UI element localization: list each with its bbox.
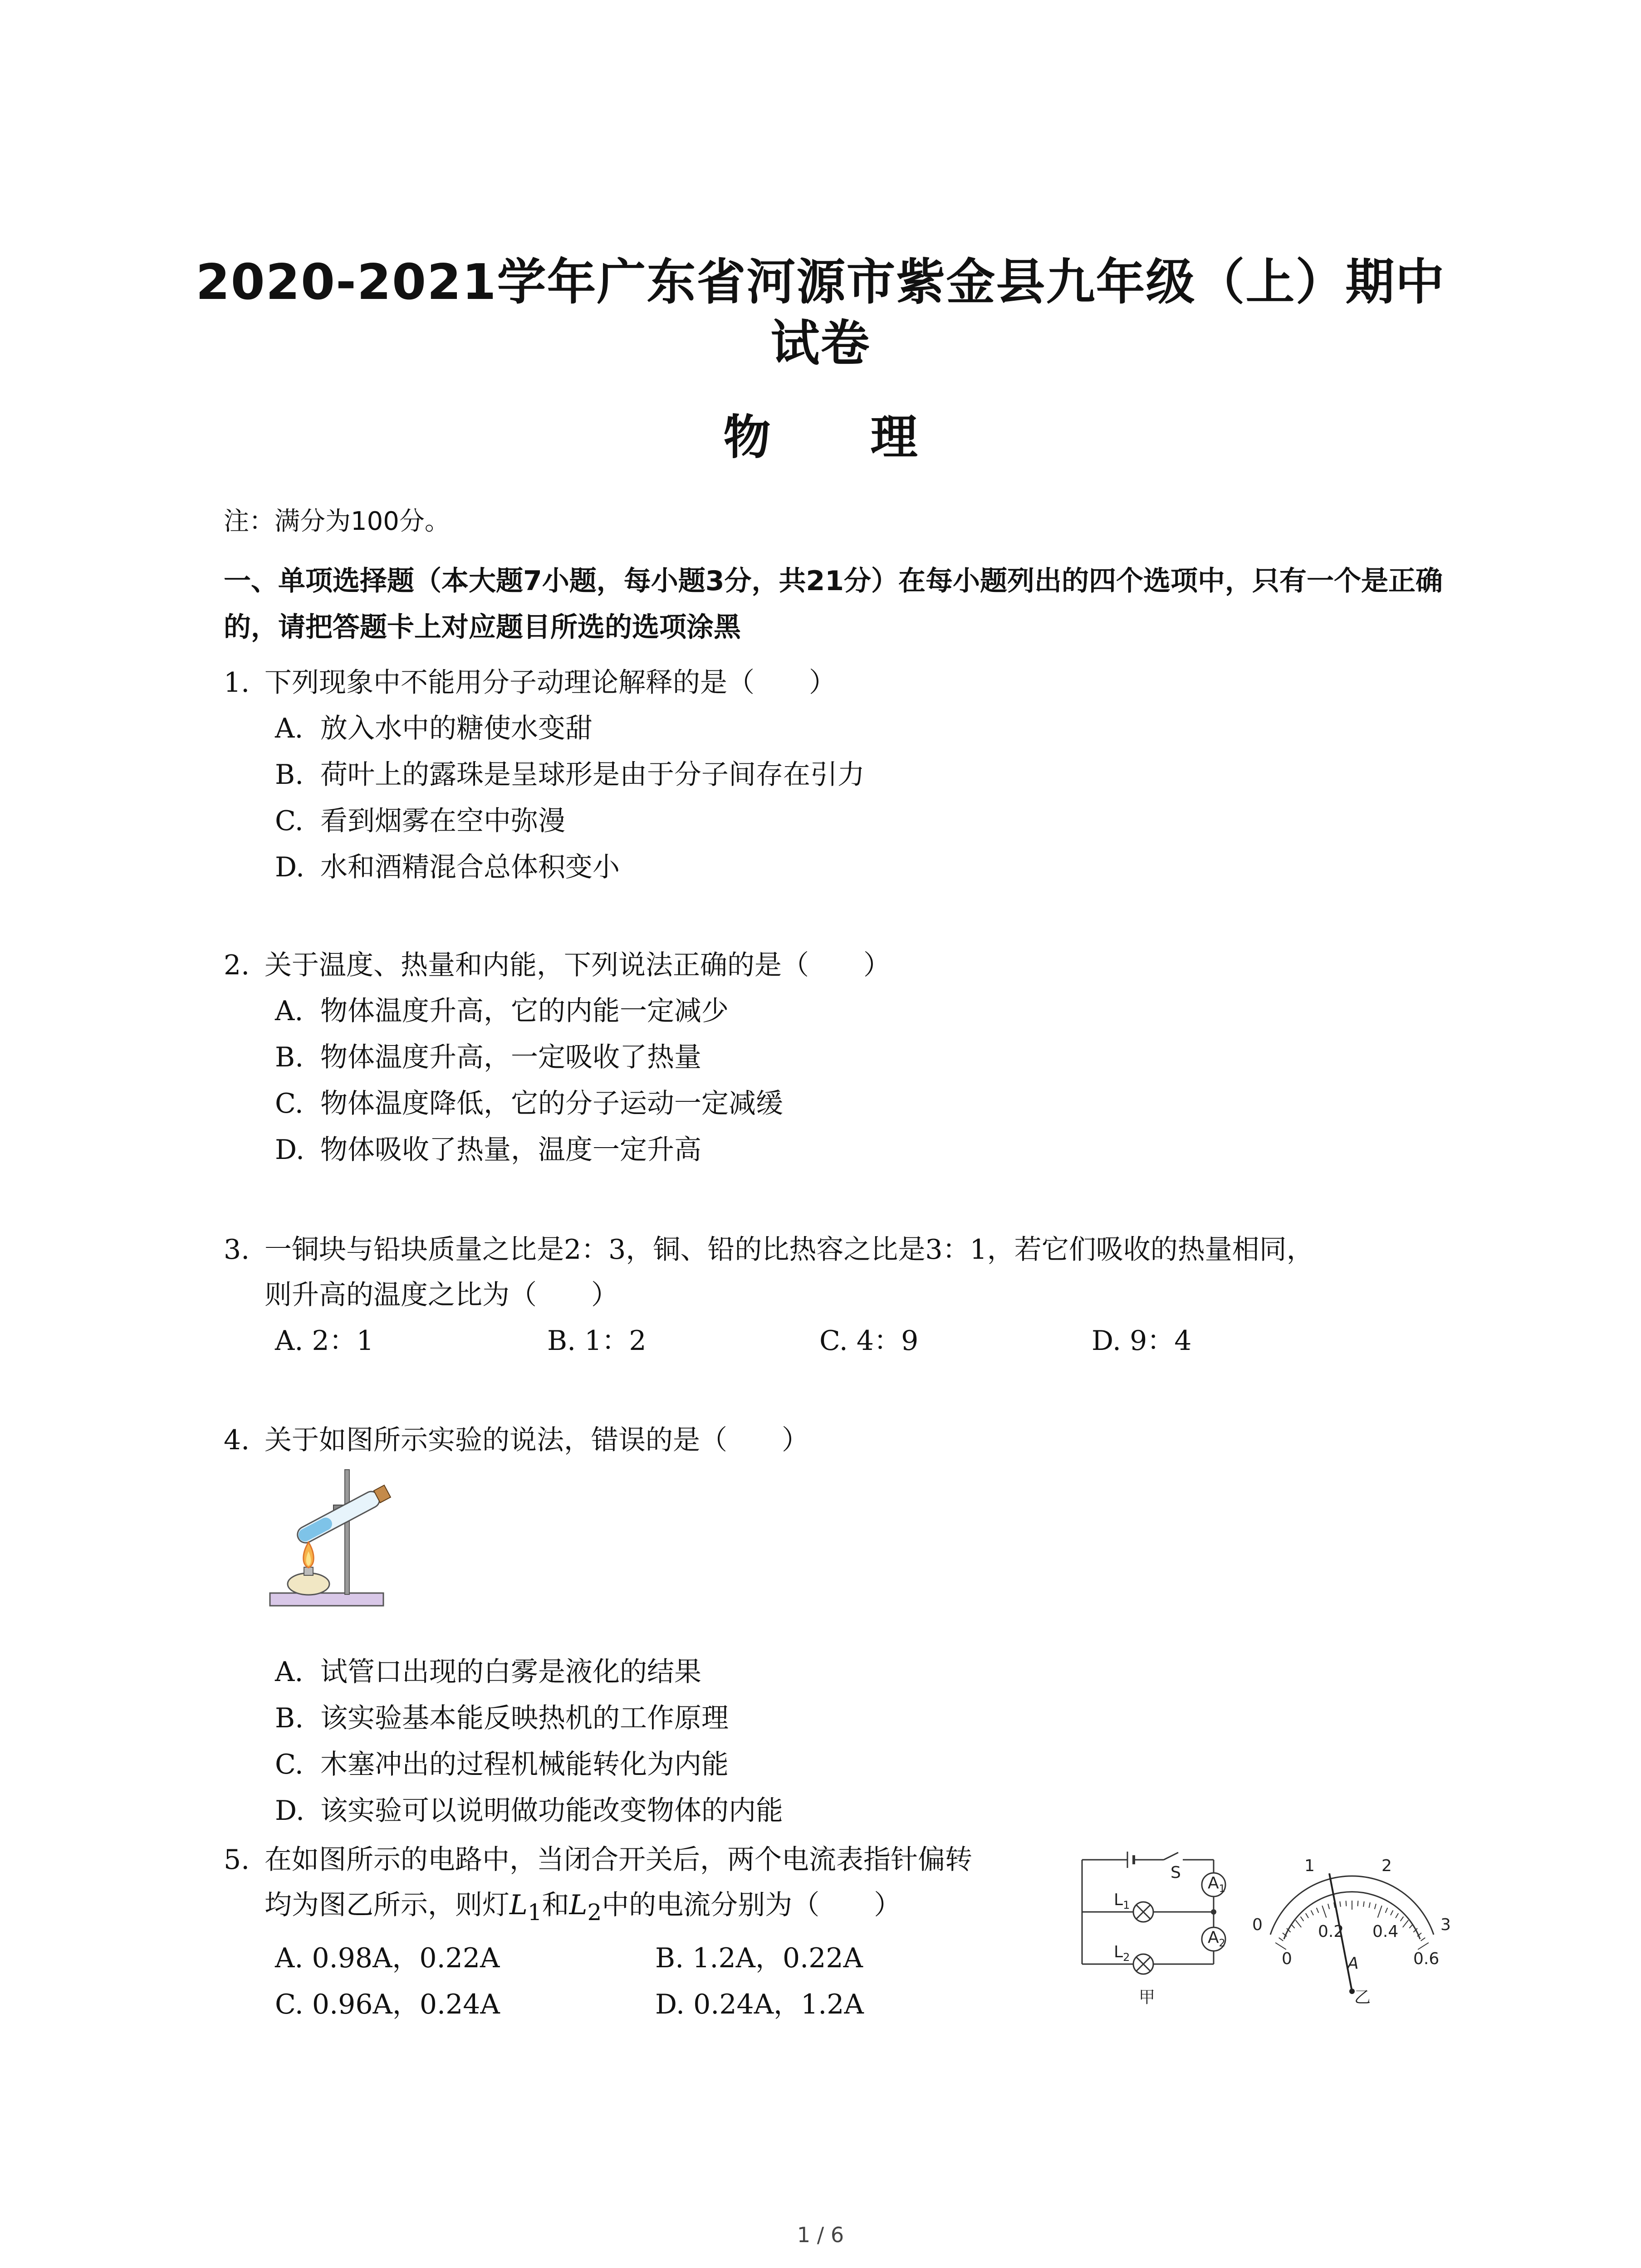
option-label: B.: [655, 1942, 684, 1974]
option-b[interactable]: [224, 1034, 1458, 1080]
question-number: 1.: [224, 667, 250, 699]
dial-tick: [1421, 1938, 1425, 1941]
label-main: A: [1208, 1874, 1219, 1892]
option-b[interactable]: [655, 1935, 1035, 1981]
dial-tick: [1369, 1902, 1370, 1908]
option-text: 放入水中的糖使水变甜: [320, 713, 593, 744]
option-label: D.: [1092, 1325, 1122, 1357]
figure-caption-jia: 甲: [1139, 1988, 1156, 2007]
question-stem: 一铜块与铅块质量之比是2：3，铜、铅的比热容之比是3：1，若它们吸收的热量相同，: [265, 1234, 1314, 1266]
label-sub: 2: [1123, 1951, 1130, 1964]
option-b[interactable]: [224, 1695, 1458, 1741]
switch-label: S: [1171, 1863, 1181, 1882]
option-label: A.: [275, 1325, 304, 1357]
option-d[interactable]: [655, 1981, 1035, 2028]
dial-tick: [1279, 1938, 1283, 1941]
option-label: A.: [275, 1942, 304, 1974]
figure-caption-yi: 乙: [1354, 1988, 1371, 2007]
switch-lever: [1164, 1853, 1178, 1860]
subject-heading: [0, 399, 1641, 467]
dial-tick: [1375, 1904, 1376, 1909]
stand-base: [270, 1593, 383, 1606]
dial-tick: [1322, 1906, 1326, 1917]
dial-tick: [1363, 1901, 1364, 1907]
question-number: 3.: [224, 1234, 250, 1266]
circuit-diagram-figure: [1078, 1842, 1241, 2009]
label-sub: 2: [1219, 1938, 1225, 1949]
option-text: 1：2: [584, 1325, 647, 1357]
option-label: A.: [275, 713, 304, 744]
question-number: 2.: [224, 949, 250, 981]
label-main: L: [1114, 1891, 1123, 1909]
option-label: B.: [275, 1041, 304, 1073]
option-label: D.: [275, 1134, 305, 1166]
dial-tick: [1396, 1913, 1398, 1918]
score-note: 注：满分为100分。: [224, 507, 450, 536]
option-c[interactable]: [819, 1318, 1092, 1364]
option-text: 物体温度降低，它的分子运动一定减缓: [320, 1088, 783, 1119]
dial-tick: [1296, 1920, 1301, 1927]
upper-tick-label: 0: [1252, 1916, 1263, 1934]
option-c[interactable]: [224, 1741, 1458, 1788]
dial-tick: [1291, 1924, 1295, 1928]
option-a[interactable]: [275, 1935, 655, 1981]
lower-tick-label: 0.2: [1318, 1922, 1344, 1941]
lamp-symbol-l1: L: [509, 1889, 528, 1921]
label-main: L: [1114, 1943, 1123, 1961]
dial-tick: [1340, 1901, 1341, 1907]
option-a[interactable]: [275, 1318, 547, 1364]
question-stem: 关于温度、热量和内能，下列说法正确的是（ ）: [265, 949, 891, 981]
label-sub: 1: [1123, 1899, 1130, 1911]
option-label: B.: [547, 1325, 576, 1357]
lamp-symbol-l2: L: [569, 1889, 588, 1921]
upper-tick-label: 3: [1440, 1916, 1451, 1934]
dial-tick: [1391, 1911, 1393, 1916]
stem-text: 均为图乙所示，则灯: [265, 1889, 509, 1921]
option-b[interactable]: [224, 752, 1458, 798]
question-number: 4.: [224, 1424, 250, 1456]
alcohol-lamp: [288, 1573, 329, 1595]
option-text: 荷叶上的露珠是呈球形是由于分子间存在引力: [320, 759, 865, 791]
option-label: A.: [275, 995, 304, 1027]
dial-tick: [1301, 1916, 1304, 1921]
option-c[interactable]: [224, 798, 1458, 844]
stem-text: 中的电流分别为（ ）: [602, 1889, 901, 1921]
option-text: 该实验可以说明做功能改变物体的内能: [320, 1795, 783, 1827]
option-d[interactable]: [224, 1788, 1458, 1834]
subscript: 2: [587, 1899, 602, 1926]
option-text: 9：4: [1130, 1325, 1192, 1357]
dial-tick: [1275, 1943, 1286, 1950]
title-line-2: 试卷: [770, 315, 871, 372]
option-label: D.: [275, 1795, 305, 1827]
option-label: B.: [275, 759, 304, 791]
option-label: C.: [819, 1325, 848, 1357]
option-label: C.: [275, 1088, 304, 1119]
option-text: 看到烟雾在空中弥漫: [320, 805, 565, 837]
label-sub: 1: [1219, 1883, 1225, 1895]
label-main: A: [1208, 1928, 1219, 1947]
option-text: 0.96A，0.24A: [312, 1989, 500, 2020]
subscript: 1: [527, 1899, 542, 1926]
question-stem-continued: 则升高的温度之比为（ ）: [265, 1279, 618, 1311]
test-tube-apparatus-figure: [265, 1465, 415, 1610]
option-d[interactable]: [224, 844, 1458, 890]
option-text: 该实验基本能反映热机的工作原理: [320, 1702, 729, 1734]
dial-tick: [1311, 1911, 1313, 1916]
question-number: 5.: [224, 1844, 250, 1876]
dial-tick: [1317, 1908, 1319, 1913]
option-text: 物体吸收了热量，温度一定升高: [320, 1134, 701, 1166]
option-text: 木塞冲出的过程机械能转化为内能: [320, 1749, 729, 1780]
lower-tick-label: 0.4: [1372, 1922, 1399, 1941]
junction-node: [1211, 1909, 1216, 1915]
stand-rod: [345, 1470, 349, 1594]
question-1: [224, 660, 1458, 890]
dial-tick: [1378, 1906, 1382, 1917]
lamp-l2-label: [1114, 1943, 1130, 1964]
question-3: [224, 1227, 1458, 1364]
ammeter-dial-figure: [1245, 1855, 1459, 2009]
question-2: [224, 943, 1458, 1173]
question-stem: 在如图所示的电路中，当闭合开关后，两个电流表指针偏转: [265, 1844, 972, 1876]
lamp-wick-holder: [304, 1567, 313, 1575]
option-text: 4：9: [856, 1325, 919, 1357]
option-d[interactable]: [224, 1127, 1458, 1173]
option-c[interactable]: [275, 1981, 655, 2028]
question-stem: 关于如图所示实验的说法，错误的是（ ）: [265, 1424, 809, 1456]
dial-tick: [1403, 1920, 1408, 1927]
dial-tick: [1409, 1924, 1413, 1928]
option-label: D.: [275, 851, 305, 883]
dial-tick: [1346, 1901, 1347, 1906]
option-label: A.: [275, 1656, 304, 1688]
options-row: [224, 1318, 1458, 1364]
section-heading-1: 一、单项选择题（本大题7小题，每小题3分，共21分）在每小题列出的四个选项中，只有一个是正确的，请把答题卡上对应题目所选的选项涂黑: [224, 565, 1443, 643]
option-text: 物体温度升高，它的内能一定减少: [320, 995, 729, 1027]
lamp-l1-label: [1114, 1891, 1130, 1911]
dial-tick: [1418, 1943, 1429, 1950]
option-d[interactable]: [1092, 1318, 1364, 1364]
dial-tick: [1306, 1913, 1308, 1918]
option-text: 试管口出现的白雾是液化的结果: [320, 1656, 701, 1688]
option-text: 1.2A，0.22A: [692, 1942, 863, 1974]
option-label: C.: [275, 1749, 304, 1780]
unit-label: A: [1347, 1954, 1359, 1973]
option-label: D.: [655, 1989, 685, 2020]
dial-inner-arc: [1284, 1892, 1420, 1939]
option-label: C.: [275, 1989, 304, 2020]
title-line-1: 2020-2021学年广东省河源市紫金县九年级（上）期中: [196, 254, 1445, 311]
lower-tick-label: 0.6: [1413, 1950, 1440, 1968]
subject-char-2: 理: [870, 410, 968, 465]
subject-char-1: 物: [723, 410, 821, 465]
option-a[interactable]: [224, 988, 1458, 1034]
option-c[interactable]: [224, 1080, 1458, 1127]
page-number: 1 / 6: [797, 2223, 844, 2247]
dial-tick: [1328, 1904, 1329, 1909]
upper-tick-label: 2: [1381, 1857, 1392, 1875]
option-label: B.: [275, 1702, 304, 1734]
dial-tick: [1386, 1908, 1388, 1913]
option-a[interactable]: [224, 1649, 1458, 1695]
option-a[interactable]: [224, 705, 1458, 752]
dial-tick: [1401, 1916, 1404, 1921]
option-label: C.: [275, 805, 304, 837]
option-b[interactable]: [547, 1318, 819, 1364]
option-text: 0.98A，0.22A: [312, 1942, 500, 1974]
option-text: 物体温度升高，一定吸收了热量: [320, 1041, 701, 1073]
upper-tick-label: 1: [1304, 1857, 1315, 1875]
stem-text: 和: [542, 1889, 569, 1921]
exam-title: [181, 252, 1460, 374]
option-text: 2：1: [312, 1325, 374, 1357]
lower-tick-label: 0: [1282, 1950, 1292, 1968]
option-text: 水和酒精混合总体积变小: [320, 851, 620, 883]
option-text: 0.24A，1.2A: [693, 1989, 864, 2020]
question-stem: 下列现象中不能用分子动理论解释的是（ ）: [265, 667, 836, 699]
